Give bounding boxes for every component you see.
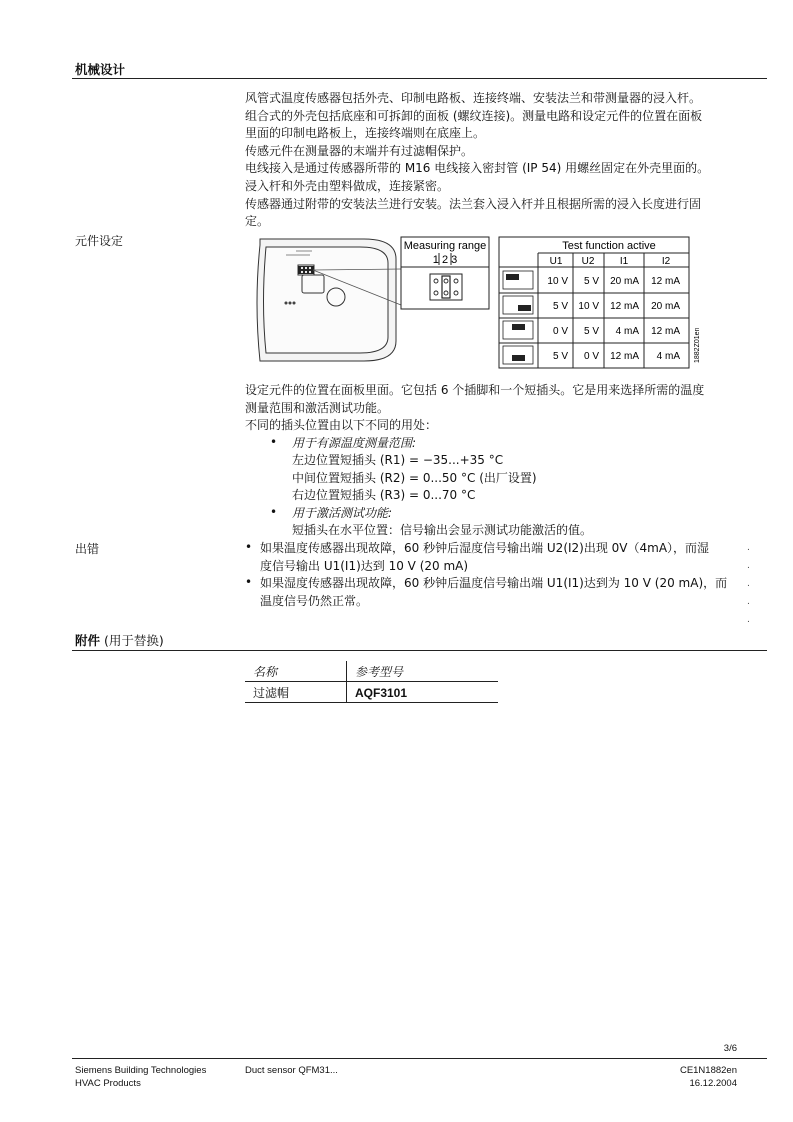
test-function-table bbox=[499, 237, 689, 368]
cell-r1-i1: 20 mA bbox=[610, 276, 639, 287]
range-item: 左边位置短插头 (R1) = −35...+35 °C bbox=[292, 453, 504, 467]
text-line: 组合式的外壳包括底座和可拆卸的面板 (螺纹连接)。测量电路和设定元件的位置在面板 bbox=[245, 108, 703, 123]
text-line: 风管式温度传感器包括外壳、印制电路板、连接终端、安装法兰和带测量器的浸入杆。 bbox=[245, 91, 702, 105]
cell-r1-i2: 12 mA bbox=[651, 276, 680, 287]
cell-name: 过滤帽 bbox=[245, 682, 347, 703]
text-line: 传感器通过附带的安装法兰进行安装。法兰套入浸入杆并且根据所需的浸入长度进行固 bbox=[245, 196, 702, 211]
figure-id: 1882Z01en bbox=[694, 327, 701, 363]
cell-r2-u1: 5 V bbox=[552, 301, 568, 312]
header-divider bbox=[72, 78, 767, 79]
range-list bbox=[292, 452, 537, 505]
document-id: CE1N1882en bbox=[679, 1065, 737, 1076]
cell-r1-u1: 10 V bbox=[547, 276, 568, 287]
text-line: 传感元件在测量器的末端并有过滤帽保护。 bbox=[245, 143, 474, 158]
text-line: 里面的印制电路板上，连接终端则在底座上。 bbox=[245, 126, 486, 141]
company-line: Siemens Building Technologies bbox=[75, 1065, 207, 1076]
header-type: 参考型号 bbox=[355, 665, 404, 679]
range-item: 中间位置短插头 (R2) = 0...50 °C (出厂设置) bbox=[292, 470, 537, 485]
division-line: HVAC Products bbox=[75, 1078, 141, 1089]
text-line: 电线接入是通过传感器所带的 M16 电线接入密封管 (IP 54) 用螺丝固定在外壳里面的。 bbox=[245, 161, 710, 176]
cell-r4-i1: 12 mA bbox=[610, 351, 639, 362]
cell-r3-u2: 5 V bbox=[583, 326, 599, 337]
test-text: 短插头在水平位置：信号输出会显示测试功能激活的值。 bbox=[292, 523, 593, 537]
col-header-u2: U2 bbox=[581, 256, 595, 267]
bullet-icon: • bbox=[245, 540, 253, 554]
test-heading: 用于激活测试功能: bbox=[292, 506, 393, 520]
accessories-table bbox=[245, 661, 498, 703]
housing-drawing bbox=[257, 239, 396, 361]
cell-r2-i2: 20 mA bbox=[651, 301, 680, 312]
text-line: 度信号输出 U1(I1)达到 10 V (20 mA) bbox=[260, 558, 469, 573]
cell-r4-i2: 4 mA bbox=[656, 351, 680, 362]
footer-product: Duct sensor QFM31... bbox=[245, 1065, 338, 1076]
test-function-title: Test function active bbox=[562, 240, 656, 252]
text-line: 不同的插头位置由以下不同的用处： bbox=[245, 418, 438, 433]
col-header-i2: I2 bbox=[661, 256, 671, 267]
cell-r2-i1: 12 mA bbox=[610, 301, 639, 312]
bullet-icon: • bbox=[270, 505, 278, 519]
text-line: 测量范围和激活测试功能。 bbox=[245, 400, 390, 415]
section-title-mechanical: 机械设计 bbox=[75, 62, 126, 77]
text-line: 设定元件的位置在面板里面。它包括 6 个插脚和一个短插头。它是用来选择所需的温度 bbox=[245, 383, 705, 397]
text-line: 如果湿度传感器出现故障，60 秒钟后温度信号输出端 U1(I1)达到为 10 V (20 mA)，而 bbox=[260, 576, 728, 590]
cell-r1-u2: 5 V bbox=[583, 276, 599, 287]
margin-dot: . bbox=[747, 597, 750, 607]
range-heading: 用于有源温度测量范围: bbox=[292, 436, 417, 450]
measuring-range-box bbox=[401, 237, 489, 309]
cell-r3-i2: 12 mA bbox=[651, 326, 680, 337]
page-number: 3/6 bbox=[723, 1043, 737, 1054]
col-header-u1: U1 bbox=[549, 256, 563, 267]
range-item: 右边位置短插头 (R3) = 0...70 °C bbox=[292, 488, 476, 503]
cell-r4-u1: 5 V bbox=[552, 351, 568, 362]
cell-r3-u1: 0 V bbox=[552, 326, 568, 337]
text-line: 定。 bbox=[245, 214, 270, 229]
margin-dot: . bbox=[747, 615, 750, 625]
footer-company bbox=[75, 1064, 206, 1090]
error-item bbox=[260, 575, 750, 610]
measuring-range-title: Measuring range bbox=[403, 240, 487, 252]
margin-dot: . bbox=[747, 579, 750, 589]
bullet-icon: • bbox=[245, 575, 253, 589]
margin-dot: . bbox=[747, 543, 750, 553]
cell-r3-i1: 4 mA bbox=[615, 326, 639, 337]
settings-diagram bbox=[246, 233, 751, 373]
accessories-divider bbox=[72, 650, 767, 651]
error-item bbox=[260, 540, 750, 575]
cell-type: AQF3101 bbox=[355, 685, 408, 700]
cell-r4-u2: 0 V bbox=[583, 351, 599, 362]
header-name: 名称 bbox=[245, 661, 347, 682]
table-header-row bbox=[245, 661, 498, 682]
footer-docinfo bbox=[680, 1064, 737, 1090]
text-line: 如果温度传感器出现故障，60 秒钟后湿度信号输出端 U2(I2)出现 0V（4mA），而湿 bbox=[260, 541, 710, 555]
accessories-title-bold: 附件 bbox=[75, 633, 101, 648]
accessories-title-rest: (用于替换) bbox=[100, 633, 164, 648]
text-line: 温度信号仍然正常。 bbox=[260, 593, 369, 608]
jumper-pins bbox=[298, 266, 314, 274]
section-title-accessories bbox=[75, 631, 164, 649]
text-line: 浸入杆和外壳由塑料做成，连接紧密。 bbox=[245, 178, 450, 193]
label-element-settings: 元件设定 bbox=[75, 234, 124, 248]
mechanical-description bbox=[245, 90, 745, 231]
footer-divider bbox=[72, 1058, 767, 1059]
bullet-icon: • bbox=[270, 435, 278, 449]
element-settings-description bbox=[245, 382, 745, 435]
col-header-i1: I1 bbox=[619, 256, 629, 267]
measuring-range-positions: 1 2 3 bbox=[432, 254, 458, 266]
table-row bbox=[245, 682, 498, 703]
label-errors: 出错 bbox=[75, 542, 100, 556]
document-date: 16.12.2004 bbox=[689, 1078, 737, 1089]
cell-r2-u2: 10 V bbox=[578, 301, 599, 312]
margin-dot: . bbox=[747, 561, 750, 571]
